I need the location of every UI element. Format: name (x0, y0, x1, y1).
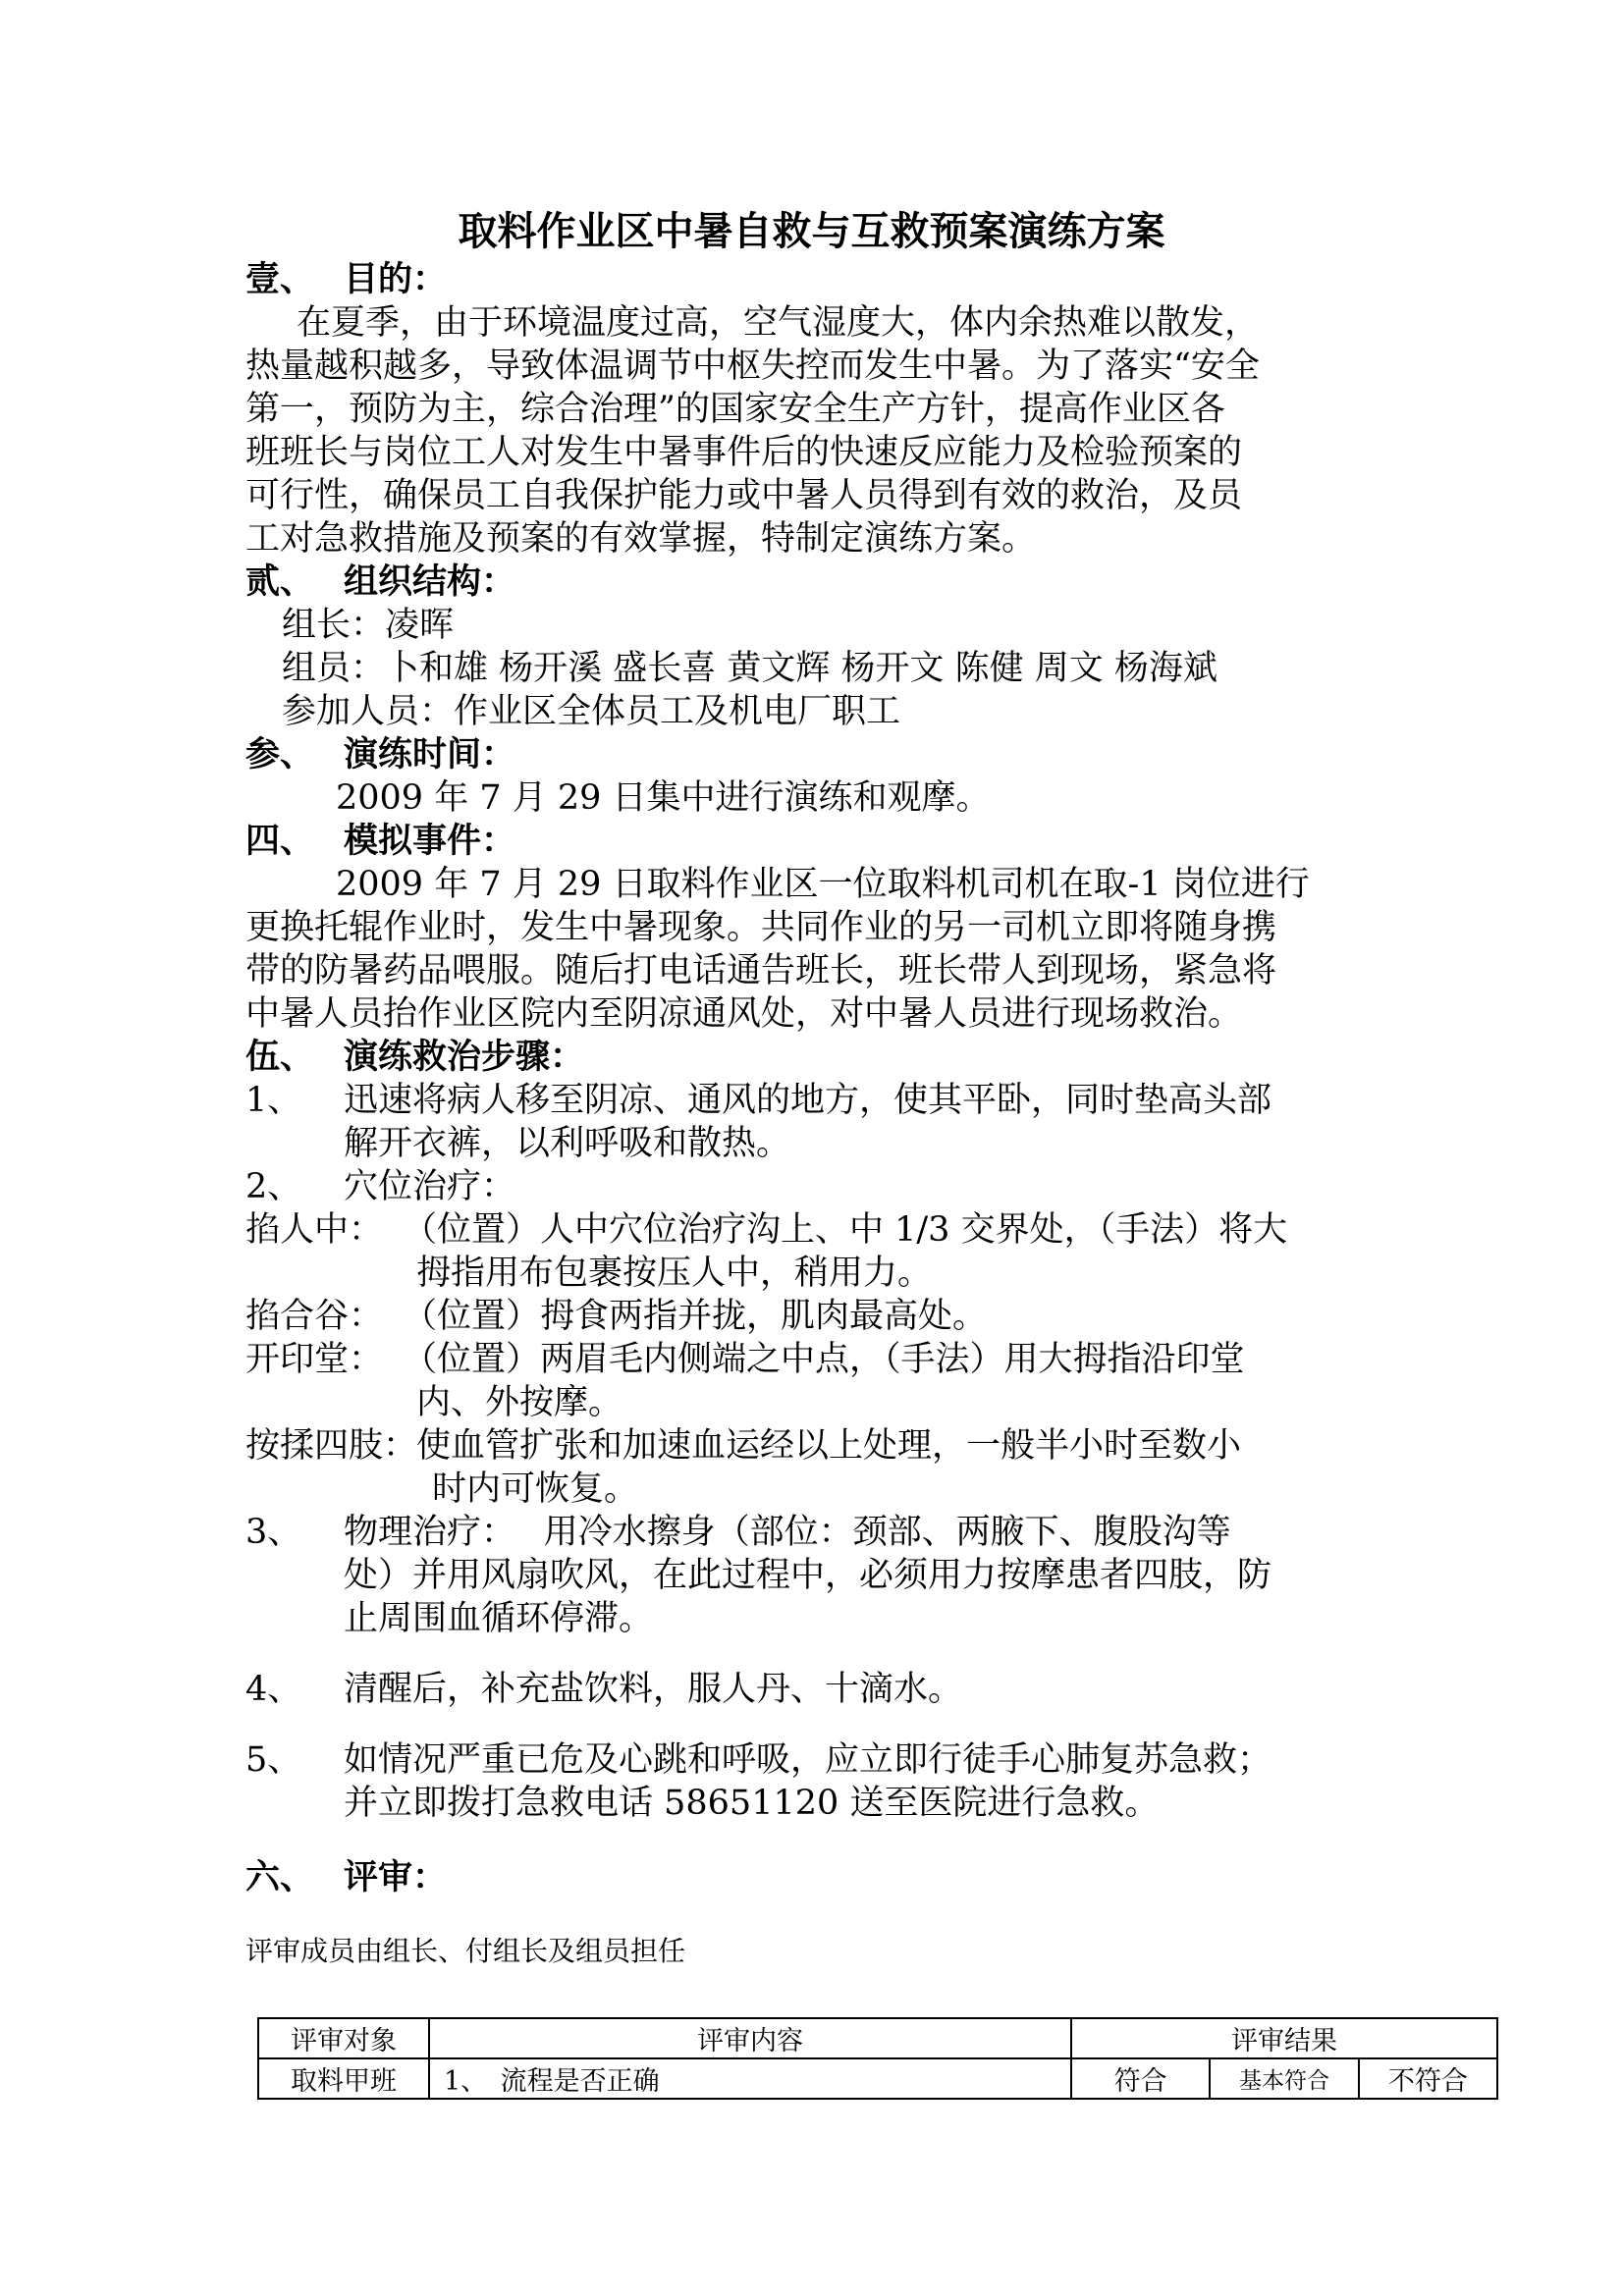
table-header-row (258, 2018, 1497, 2058)
step-3-number: 3、 (245, 1513, 302, 1552)
section-2-number: 贰、 (245, 561, 315, 602)
table-cell: 1、 流程是否正确 (429, 2058, 1071, 2099)
acupoint-text: 内、外按摩。 (416, 1383, 623, 1422)
review-table (257, 2017, 1498, 2100)
table-row (258, 2058, 1497, 2099)
table-cell: 不符合 (1359, 2058, 1497, 2099)
step-5-line: 并立即拨打急救电话 58651120 送至医院进行急救。 (344, 1784, 1160, 1823)
acupoint-text: （位置）人中穴位治疗沟上、中 1/3 交界处，（手法）将大 (403, 1210, 1288, 1250)
acupoint-label: 开印堂： (245, 1340, 384, 1379)
section-6-number: 六、 (245, 1857, 315, 1897)
section-3-number: 参、 (245, 734, 315, 774)
section-1-line: 在夏季，由于环境温度过高，空气湿度大，体内余热难以散发， (297, 303, 1260, 343)
team-members: 组员：卜和雄 杨开溪 盛长喜 黄文辉 杨开文 陈健 周文 杨海斌 (282, 649, 1217, 688)
step-1-number: 1、 (245, 1081, 302, 1120)
section-5-heading: 演练救治步骤： (344, 1037, 585, 1077)
acupoint-text: 时内可恢复。 (432, 1469, 639, 1509)
section-5-number: 伍、 (245, 1037, 315, 1077)
document-title: 取料作业区中暑自救与互救预案演练方案 (458, 208, 1165, 254)
section-1-heading: 目的： (344, 259, 448, 299)
acupoint-label: 按揉四肢： (245, 1426, 418, 1466)
review-intro: 评审成员由组长、付组长及组员担任 (245, 1935, 686, 1967)
section-1-number: 壹、 (245, 259, 315, 299)
section-4-line: 带的防暑药品喂服。随后打电话通告班长，班长带人到现场，紧急将 (245, 951, 1277, 990)
section-3-heading: 演练时间： (344, 734, 516, 774)
header-cell: 评审内容 (429, 2018, 1071, 2058)
step-4-text: 清醒后，补充盐饮料，服人丹、十滴水。 (344, 1670, 963, 1709)
section-4-heading: 模拟事件： (344, 821, 516, 861)
step-2-text: 穴位治疗： (344, 1167, 516, 1206)
header-cell: 评审对象 (258, 2018, 429, 2058)
section-4-line: 2009 年 7 月 29 日取料作业区一位取料机司机在取-1 岗位进行 (336, 865, 1310, 904)
team-leader: 组长：凌晖 (282, 606, 455, 645)
step-3-line: 物理治疗： 用冷水擦身（部位：颈部、两腋下、腹股沟等 (344, 1513, 1231, 1552)
section-4-number: 四、 (245, 821, 315, 861)
section-4-line: 中暑人员抬作业区院内至阴凉通风处，对中暑人员进行现场救治。 (245, 994, 1243, 1034)
acupoint-text: 使血管扩张和加速血运经以上处理，一般半小时至数小 (416, 1426, 1242, 1466)
acupoint-text: （位置）两眉毛内侧端之中点，（手法）用大拇指沿印堂 (403, 1340, 1245, 1379)
acupoint-label: 掐人中： (245, 1210, 384, 1250)
section-4-line: 更换托辊作业时，发生中暑现象。共同作业的另一司机立即将随身携 (245, 908, 1277, 947)
step-3-line: 止周围血循环停滞。 (344, 1599, 654, 1638)
section-1-line: 班班长与岗位工人对发生中暑事件后的快速反应能力及检验预案的 (245, 433, 1243, 472)
table-cell: 基本符合 (1210, 2058, 1359, 2099)
section-1-line: 第一，预防为主，综合治理”的国家安全生产方针，提高作业区各 (245, 390, 1225, 429)
acupoint-text: 拇指用布包裹按压人中，稍用力。 (416, 1254, 933, 1293)
header-cell: 评审结果 (1071, 2018, 1497, 2058)
acupoint-label: 掐合谷： (245, 1297, 384, 1336)
step-2-number: 2、 (245, 1167, 302, 1206)
step-1-line: 解开衣裤，以利呼吸和散热。 (344, 1124, 791, 1163)
participants: 参加人员：作业区全体员工及机电厂职工 (282, 692, 901, 731)
step-5-line: 如情况严重已危及心跳和呼吸，应立即行徒手心肺复苏急救； (344, 1740, 1272, 1780)
section-1-line: 可行性，确保员工自我保护能力或中暑人员得到有效的救治，及员 (245, 476, 1243, 515)
step-1-line: 迅速将病人移至阴凉、通风的地方，使其平卧，同时垫高头部 (344, 1081, 1272, 1120)
step-4-number: 4、 (245, 1670, 302, 1709)
section-2-heading: 组织结构： (344, 561, 516, 602)
table-cell: 符合 (1071, 2058, 1210, 2099)
step-3-line: 处）并用风扇吹风，在此过程中，必须用力按摩患者四肢，防 (344, 1556, 1272, 1595)
section-6-heading: 评审： (344, 1857, 448, 1897)
section-1-line: 工对急救措施及预案的有效掌握，特制定演练方案。 (245, 519, 1037, 559)
drill-date: 2009 年 7 月 29 日集中进行演练和观摩。 (336, 778, 991, 818)
table-cell: 取料甲班 (258, 2058, 429, 2099)
step-5-number: 5、 (245, 1740, 302, 1780)
section-1-line: 热量越积越多，导致体温调节中枢失控而发生中暑。为了落实“安全 (245, 347, 1260, 386)
acupoint-text: （位置）拇食两指并拢，肌肉最高处。 (403, 1297, 988, 1336)
